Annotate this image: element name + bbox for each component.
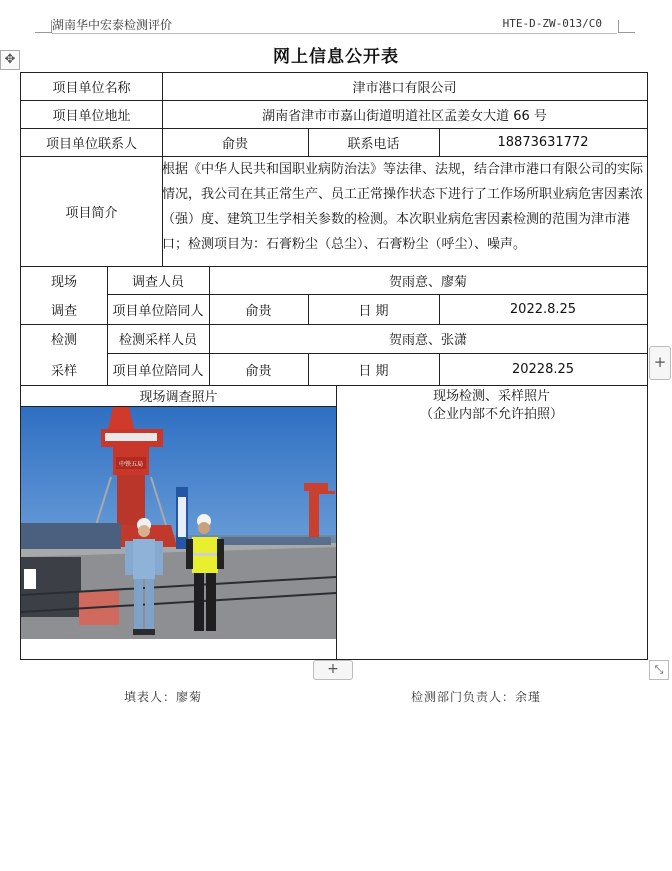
sampling-date-label: 日 期 — [358, 363, 389, 379]
unit-name-label: 项目单位名称 — [52, 81, 131, 96]
address-value: 湖南省津市市嘉山街道明道社区孟姜女大道 66 号 — [262, 108, 547, 124]
crane-sign-text: 中铁五局 — [118, 461, 144, 468]
survey-escort-label: 项目单位陪同人 — [112, 303, 204, 319]
sampling-date-value: 20228.25 — [511, 361, 575, 377]
contact-value: 俞贵 — [221, 136, 248, 152]
samplers-value: 贺雨意、张潇 — [388, 333, 467, 348]
sampling-group-label-1: 检测 — [50, 333, 77, 348]
unit-name-value: 津市港口有限公司 — [352, 81, 457, 96]
investigators-label: 调查人员 — [131, 274, 184, 290]
survey-group-label-2: 调查 — [50, 303, 77, 319]
intro-text: 根据《中华人民共和国职业病防治法》等法律、法规，结合津市港口有限公司的实际情况，我公司在其正常生产、员工正常操作状态下进行了工作场所职业病危害因素浓（强）度、建筑卫生学相关参数的检测。本次职业病危害因素检测的范围为津市港口；检测项目为：石膏粉尘（总尘）、石膏粉尘（呼尘）、噪声。 — [162, 162, 644, 252]
survey-group-label-1: 现场 — [50, 274, 77, 290]
investigators-value: 贺雨意、廖菊 — [388, 274, 467, 290]
sampling-photo-label: 现场检测、采样照片 — [432, 388, 550, 404]
survey-date-value: 2022.8.25 — [509, 301, 577, 317]
sampling-group-label-2: 采样 — [50, 363, 77, 379]
table-move-handle-icon[interactable]: ✥ — [0, 50, 20, 70]
intro-label: 项目简介 — [65, 205, 118, 221]
address-label: 项目单位地址 — [52, 108, 131, 124]
survey-date-label: 日 期 — [358, 303, 389, 319]
header-org: 湖南华中宏泰检测评价 — [52, 18, 173, 32]
survey-photo-label: 现场调查照片 — [139, 390, 218, 405]
site-survey-photo — [21, 407, 336, 639]
sampling-photo-note: （企业内部不允许拍照） — [419, 406, 563, 422]
filler-signature: 填表人：廖菊 — [124, 690, 203, 704]
samplers-label: 检测采样人员 — [118, 333, 197, 348]
page-title: 网上信息公开表 — [273, 47, 399, 67]
table-resize-icon[interactable]: ⤡ — [649, 660, 669, 680]
sampling-escort-value: 俞贵 — [245, 363, 272, 379]
phone-value: 18873631772 — [497, 134, 589, 150]
phone-label: 联系电话 — [347, 136, 400, 152]
dept-head-signature: 检测部门负责人：余瑾 — [411, 690, 542, 704]
contact-label: 项目单位联系人 — [45, 136, 137, 152]
header-rule — [52, 33, 617, 34]
crop-mark-left — [35, 20, 52, 33]
col-divider — [336, 385, 337, 660]
add-row-right-button[interactable]: + — [649, 346, 671, 380]
sampling-escort-label: 项目单位陪同人 — [112, 363, 204, 379]
add-row-bottom-button[interactable]: + — [313, 660, 353, 680]
header-code: HTE-D-ZW-013/C0 — [502, 17, 602, 30]
survey-escort-value: 俞贵 — [245, 303, 272, 319]
crop-mark-right — [618, 20, 635, 33]
blank-row — [21, 639, 336, 659]
